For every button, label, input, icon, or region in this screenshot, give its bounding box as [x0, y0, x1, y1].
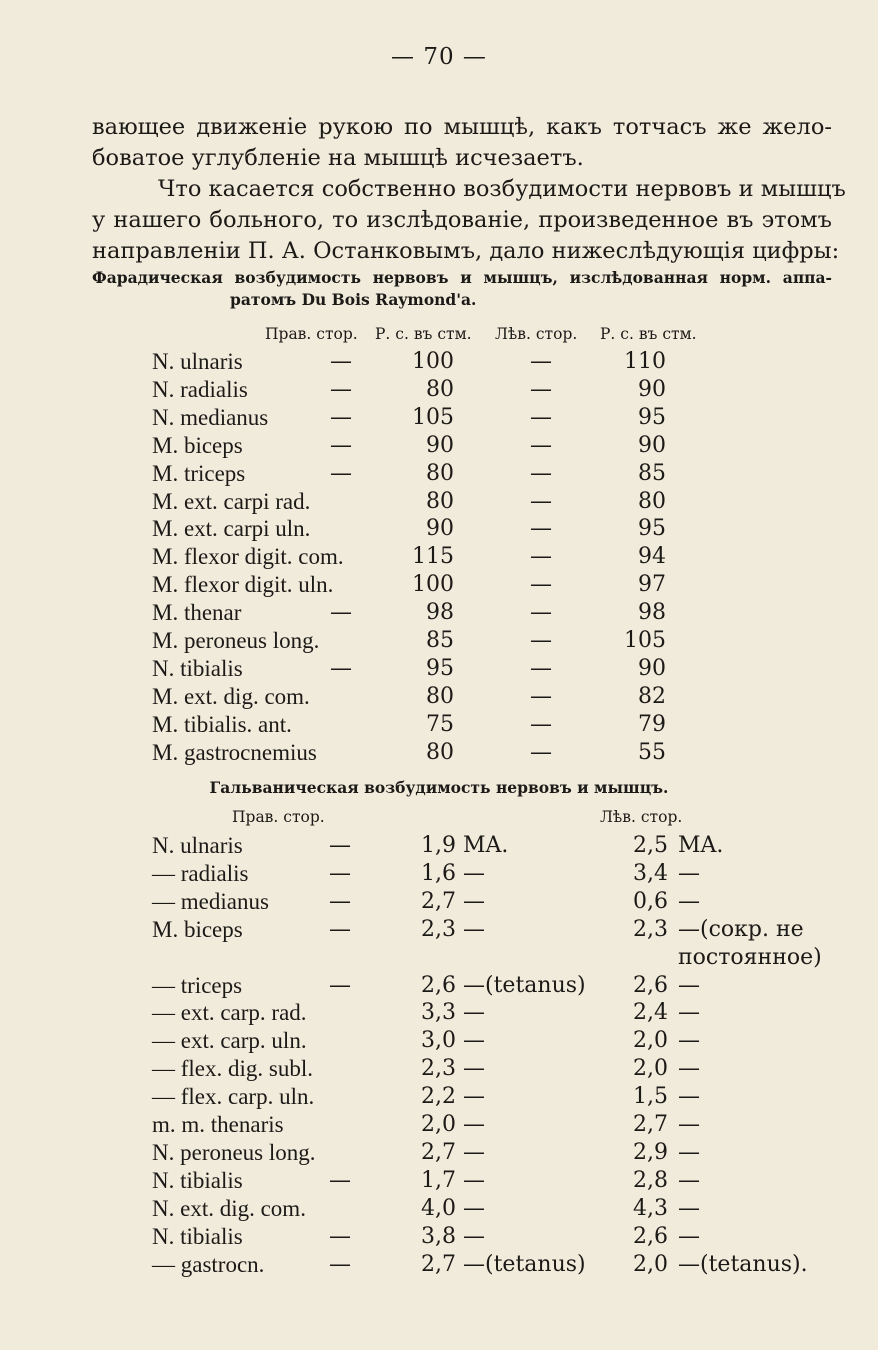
muscle-name: — radialis — [152, 860, 249, 886]
dash-separator: — — [329, 1251, 351, 1277]
right-side-value: 80 — [426, 376, 454, 402]
right-side-value: 100 — [412, 572, 454, 598]
right-side-value: 115 — [412, 544, 454, 570]
right-side-value: 80 — [426, 488, 454, 514]
muscle-name: N. medianus — [152, 404, 269, 430]
right-side-note: — — [463, 1000, 485, 1026]
dash-separator: — — [330, 655, 352, 681]
muscle-name: — flex. carp. uln. — [152, 1084, 315, 1110]
left-side-note: — — [678, 1056, 700, 1082]
right-side-value: 1,7 — [421, 1167, 456, 1193]
right-side-value: 2,3 — [421, 1056, 456, 1082]
left-side-value: 2,0 — [633, 1056, 668, 1082]
left-side-value: 110 — [624, 349, 666, 374]
right-side-value: 105 — [412, 404, 454, 430]
left-side-value: 2,4 — [633, 1000, 668, 1026]
right-side-note: — — [463, 916, 485, 942]
left-side-value: 4,3 — [633, 1195, 668, 1221]
dash-separator: — — [530, 572, 552, 598]
dash-separator: — — [530, 516, 552, 542]
right-side-note: MA. — [463, 833, 509, 858]
left-side-note: — — [678, 1084, 700, 1110]
left-side-value: 0,6 — [633, 888, 668, 914]
left-side-value: 98 — [638, 600, 666, 626]
left-side-value: 90 — [638, 655, 666, 681]
muscle-name: — ext. carp. uln. — [152, 1028, 307, 1054]
dash-separator: — — [329, 860, 351, 886]
left-side-note: постоянное) — [678, 944, 822, 970]
muscle-name: — gastrocn. — [152, 1251, 265, 1277]
dash-separator: — — [530, 376, 552, 402]
dash-separator: — — [530, 349, 552, 374]
right-side-value: 2,7 — [421, 1139, 456, 1165]
right-side-value: 100 — [412, 349, 454, 374]
right-side-value: 98 — [426, 600, 454, 626]
right-side-note: —(tetanus) — [463, 1251, 586, 1277]
dash-separator: — — [329, 888, 351, 914]
left-side-note: —(tetanus). — [678, 1251, 808, 1277]
left-side-note: — — [678, 1195, 700, 1221]
left-side-value: 2,6 — [633, 972, 668, 998]
left-side-value: 3,4 — [633, 860, 668, 886]
muscle-name: M. peroneus long. — [152, 628, 320, 653]
left-side-value: 105 — [624, 628, 666, 653]
muscle-name: M. thenar — [152, 600, 242, 626]
left-side-note: — — [678, 1223, 700, 1249]
dash-separator: — — [330, 376, 352, 402]
left-side-note: MA. — [678, 833, 724, 858]
left-side-value: 94 — [638, 544, 666, 570]
right-side-note: — — [463, 1223, 485, 1249]
muscle-name: M. biceps — [152, 432, 243, 458]
muscle-name: m. m. thenaris — [152, 1112, 284, 1137]
left-side-value: 55 — [638, 739, 666, 765]
right-side-value: 3,0 — [421, 1028, 456, 1054]
faradic-header-left-distance: Р. с. въ стм. — [600, 325, 697, 343]
right-side-value: 2,7 — [421, 1251, 456, 1277]
left-side-value: 2,8 — [633, 1167, 668, 1193]
galvanic-header-left-side: Лѣв. стор. — [600, 808, 683, 826]
left-side-note: — — [678, 860, 700, 886]
right-side-note: — — [463, 888, 485, 914]
dash-separator: — — [530, 460, 552, 486]
galvanic-header-right-side: Прав. стор. — [232, 808, 325, 826]
right-side-value: 2,2 — [421, 1084, 456, 1110]
faradic-caption-line2: ратомъ Du Bois Raymond'a. — [230, 290, 477, 309]
muscle-name: M. ext. carpi rad. — [152, 488, 311, 514]
muscle-name: M. ext. carpi uln. — [152, 516, 311, 542]
right-side-note: — — [463, 1139, 485, 1165]
muscle-name: N. ulnaris — [152, 833, 243, 858]
muscle-name: N. ulnaris — [152, 349, 243, 374]
text-line: Что касается собственно возбудимости нервовъ и мышцъ — [158, 176, 846, 202]
right-side-value: 3,8 — [421, 1223, 456, 1249]
muscle-name: N. ext. dig. com. — [152, 1195, 306, 1221]
dash-separator: — — [330, 404, 352, 430]
muscle-name: N. tibialis — [152, 1167, 243, 1193]
right-side-note: — — [463, 1195, 485, 1221]
left-side-value: 97 — [638, 572, 666, 598]
faradic-header-left-side: Лѣв. стор. — [495, 325, 578, 343]
muscle-name: M. flexor digit. com. — [152, 544, 344, 570]
faradic-caption-line1: Фарадическая возбудимость нервовъ и мышцъ, изслѣдованная норм. аппа- — [92, 268, 832, 287]
right-side-value: 2,6 — [421, 972, 456, 998]
text-line: направленіи П. А. Останковымъ, дало нижеслѣдующія цифры: — [92, 238, 840, 264]
dash-separator: — — [330, 432, 352, 458]
muscle-name: M. gastrocnemius — [152, 739, 317, 765]
right-side-value: 2,0 — [421, 1112, 456, 1137]
left-side-note: — — [678, 1112, 700, 1137]
left-side-note: — — [678, 1167, 700, 1193]
muscle-name: N. tibialis — [152, 655, 243, 681]
dash-separator: — — [530, 711, 552, 737]
left-side-value: 2,9 — [633, 1139, 668, 1165]
dash-separator: — — [330, 600, 352, 626]
right-side-value: 80 — [426, 683, 454, 709]
right-side-value: 75 — [426, 711, 454, 737]
muscle-name: M. triceps — [152, 460, 246, 486]
left-side-note: — — [678, 888, 700, 914]
left-side-value: 85 — [638, 460, 666, 486]
body-text — [92, 112, 846, 267]
right-side-value: 90 — [426, 516, 454, 542]
faradic-header-right-distance: Р. с. въ стм. — [375, 325, 472, 343]
text-line: боватое углубленіе на мышцѣ исчезаетъ. — [92, 145, 584, 171]
dash-separator: — — [329, 972, 351, 998]
muscle-name: — medianus — [152, 888, 269, 914]
dash-separator: — — [530, 600, 552, 626]
left-side-value: 90 — [638, 376, 666, 402]
left-side-note: — — [678, 1028, 700, 1054]
right-side-value: 1,6 — [421, 860, 456, 886]
dash-separator: — — [530, 739, 552, 765]
muscle-name: — ext. carp. rad. — [152, 1000, 307, 1026]
left-side-value: 2,0 — [633, 1028, 668, 1054]
muscle-name: — flex. dig. subl. — [152, 1056, 313, 1082]
dash-separator: — — [329, 1223, 351, 1249]
dash-separator: — — [330, 349, 352, 374]
muscle-name: M. ext. dig. com. — [152, 683, 310, 709]
left-side-value: 95 — [638, 404, 666, 430]
dash-separator: — — [329, 833, 351, 858]
left-side-value: 2,0 — [633, 1251, 668, 1277]
dash-separator: — — [530, 404, 552, 430]
right-side-note: — — [463, 1056, 485, 1082]
left-side-note: — — [678, 1139, 700, 1165]
left-side-value: 2,7 — [633, 1112, 668, 1137]
right-side-note: — — [463, 1112, 485, 1137]
muscle-name: M. biceps — [152, 916, 243, 942]
left-side-value: 2,3 — [633, 916, 668, 942]
left-side-value: 79 — [638, 711, 666, 737]
dash-separator: — — [329, 1167, 351, 1193]
galvanic-caption: Гальваническая возбудимость нервовъ и мышцъ. — [209, 778, 669, 797]
dash-separator: — — [330, 460, 352, 486]
right-side-value: 95 — [426, 655, 454, 681]
right-side-value: 2,3 — [421, 916, 456, 942]
page-number: — 70 — — [391, 44, 487, 70]
muscle-name: N. tibialis — [152, 1223, 243, 1249]
muscle-name: M. tibialis. ant. — [152, 711, 292, 737]
dash-separator: — — [530, 488, 552, 514]
left-side-note: —(сокр. не — [678, 916, 804, 942]
left-side-value: 80 — [638, 488, 666, 514]
right-side-value: 3,3 — [421, 1000, 456, 1026]
right-side-note: — — [463, 860, 485, 886]
left-side-note: — — [678, 1000, 700, 1026]
dash-separator: — — [530, 432, 552, 458]
right-side-note: —(tetanus) — [463, 972, 586, 998]
left-side-value: 90 — [638, 432, 666, 458]
right-side-value: 4,0 — [421, 1195, 456, 1221]
right-side-note: — — [463, 1167, 485, 1193]
muscle-name: — triceps — [152, 972, 243, 998]
left-side-value: 95 — [638, 516, 666, 542]
right-side-note: — — [463, 1084, 485, 1110]
left-side-note: — — [678, 972, 700, 998]
right-side-value: 1,9 — [421, 833, 456, 858]
muscle-name: N. peroneus long. — [152, 1139, 316, 1165]
muscle-name: M. flexor digit. uln. — [152, 572, 334, 598]
left-side-value: 2,6 — [633, 1223, 668, 1249]
right-side-value: 85 — [426, 628, 454, 653]
dash-separator: — — [530, 655, 552, 681]
dash-separator: — — [530, 628, 552, 653]
dash-separator: — — [530, 544, 552, 570]
dash-separator: — — [530, 683, 552, 709]
left-side-value: 2,5 — [633, 833, 668, 858]
text-line: вающее движеніе рукою по мышцѣ, какъ тотчасъ же жело- — [92, 114, 832, 140]
text-line: у нашего больного, то изслѣдованіе, произведенное въ этомъ — [92, 207, 832, 233]
right-side-value: 2,7 — [421, 888, 456, 914]
muscle-name: N. radialis — [152, 376, 248, 402]
left-side-value: 82 — [638, 683, 666, 709]
right-side-value: 90 — [426, 432, 454, 458]
right-side-note: — — [463, 1028, 485, 1054]
faradic-header-right-side: Прав. стор. — [265, 325, 358, 343]
left-side-value: 1,5 — [633, 1084, 668, 1110]
right-side-value: 80 — [426, 460, 454, 486]
right-side-value: 80 — [426, 739, 454, 765]
dash-separator: — — [329, 916, 351, 942]
